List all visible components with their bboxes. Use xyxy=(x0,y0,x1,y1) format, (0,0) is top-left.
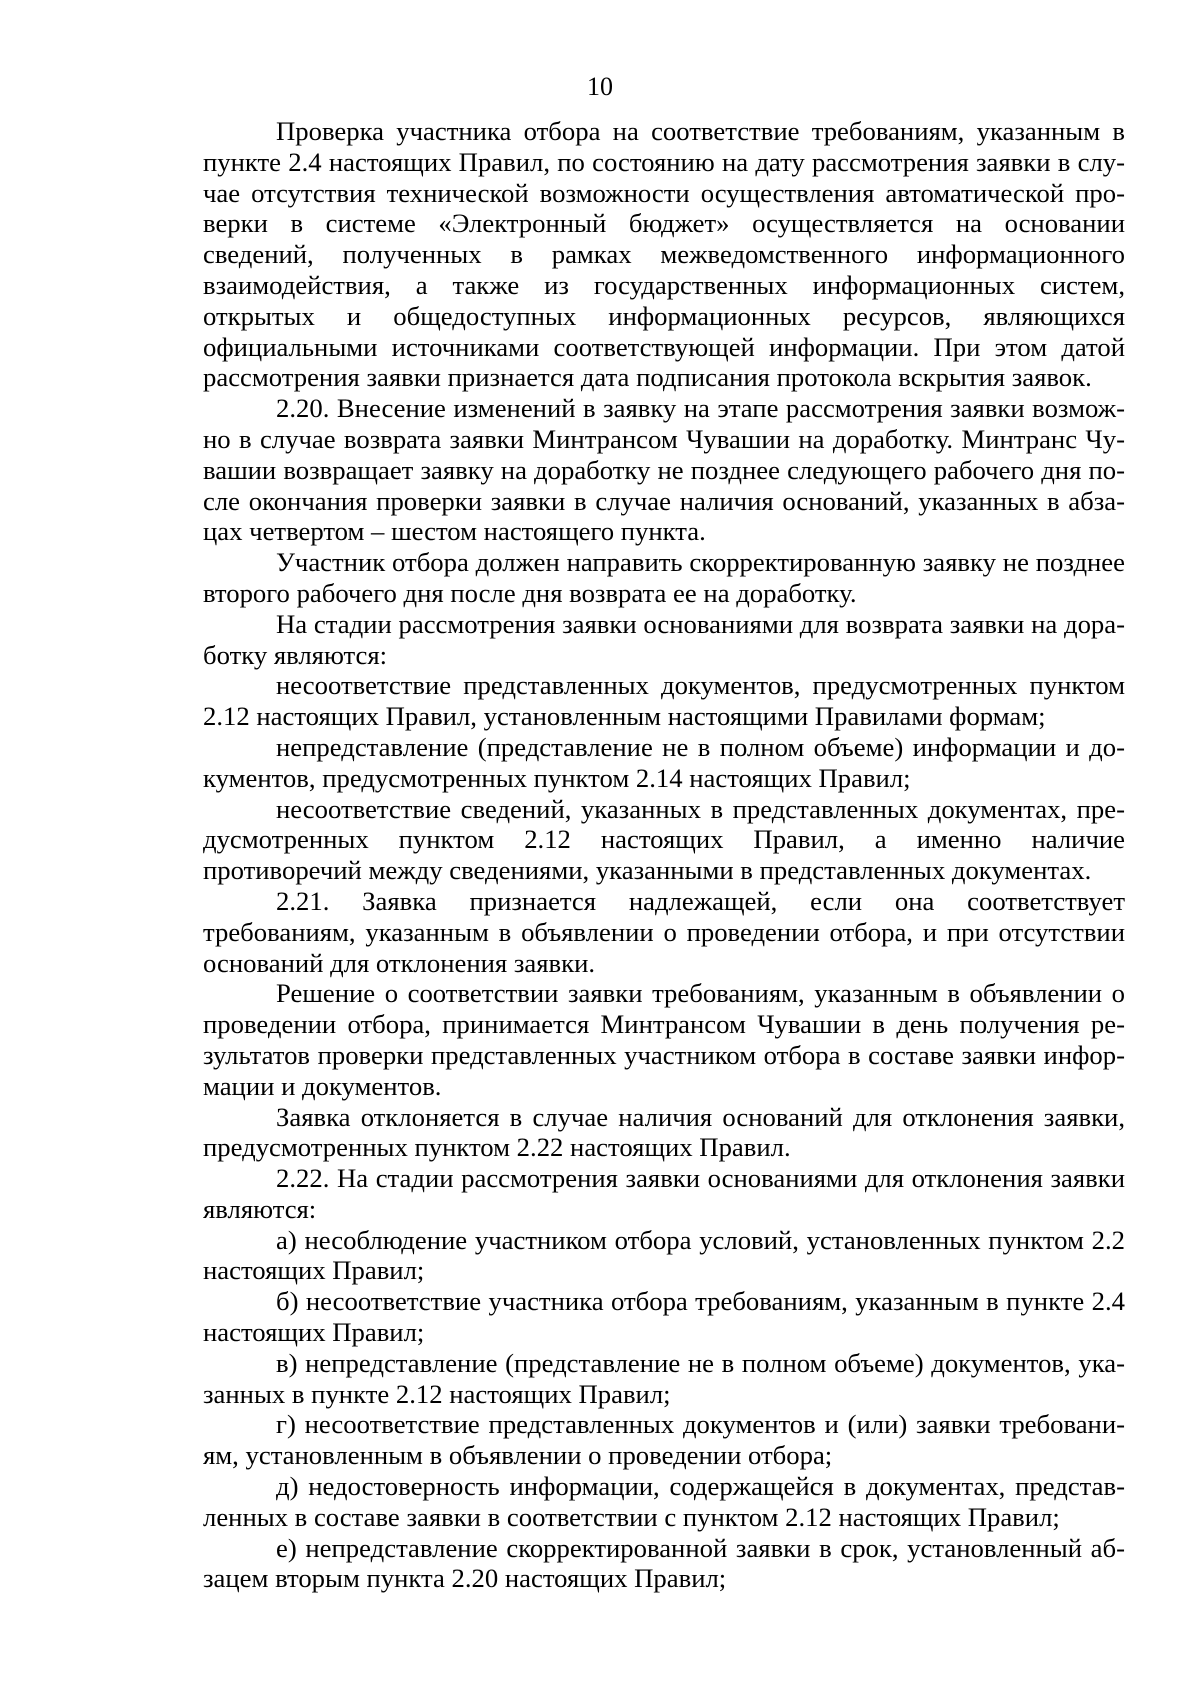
paragraph-rejection: Заявка отклоняется в случае наличия оснований для отклонения заявки, предусмотренных пунктом 2.22 настоящих Правил. xyxy=(203,1101,1125,1163)
list-item-b: б) несоответствие участника отбора требованиям, указанным в пункте 2.4 настоящих Правил; xyxy=(203,1286,1125,1348)
paragraph-2-21: 2.21. Заявка признается надлежащей, если она соответствует требованиям, указанным в объявлении о проведении отбора, и при отсутствии оснований для отклонения заявки. xyxy=(203,885,1125,978)
list-item-e: е) непредставление скорректированной заявки в срок, установленный абзацем вторым пункта 2.20 настоящих Правил; xyxy=(203,1532,1125,1594)
list-item-g: г) несоответствие представленных документов и (или) заявки требованиям, установленным в объявлении о проведении отбора; xyxy=(203,1409,1125,1471)
paragraph-return-grounds: На стадии рассмотрения заявки основаниями для возврата заявки на доработку являются: xyxy=(203,608,1125,670)
paragraph-return-ground-missing: непредставление (представление не в полном объеме) информации и документов, предусмотренных пунктом 2.14 настоящих Правил; xyxy=(203,731,1125,793)
list-item-d: д) недостоверность информации, содержащейся в документах, представленных в составе заявки в соответствии с пунктом 2.12 настоящих Правил; xyxy=(203,1471,1125,1532)
page-number: 10 xyxy=(587,72,613,101)
paragraph-verification: Проверка участника отбора на соответствие требованиям, указанным в пункте 2.4 настоящих Правил, по состоянию на дату рассмотрения заявки в случае отсутствия технической возможности осуществления автоматической проверки в системе «Электронный бюджет» осуществляется на основании сведений, полученных в рамках межведомственного информационного взаимодействия, а также из государственных информационных систем, открытых и общедоступных информационных ресурсов, являющихся официальными источниками соответствующей информации. При этом датой рассмотрения заявки признается дата подписания протокола вскрытия заявок. xyxy=(203,116,1125,393)
paragraph-2-22: 2.22. На стадии рассмотрения заявки основаниями для отклонения заявки являются: xyxy=(203,1163,1125,1224)
paragraph-2-20: 2.20. Внесение изменений в заявку на этапе рассмотрения заявки возможно в случае возврата заявки Минтрансом Чувашии на доработку. Минтранс Чувашии возвращает заявку на доработку не позднее следующего рабочего дня после окончания проверки заявки в случае наличия оснований, указанных в абзацах четвертом – шестом настоящего пункта. xyxy=(203,393,1125,547)
paragraph-return-ground-forms: несоответствие представленных документов, предусмотренных пунктом 2.12 настоящих Правил, установленным настоящими Правилами формам; xyxy=(203,670,1125,732)
paragraph-resubmission: Участник отбора должен направить скорректированную заявку не позднее второго рабочего дня после дня возврата ее на доработку. xyxy=(203,547,1125,608)
paragraph-return-ground-contradictions: несоответствие сведений, указанных в представленных документах, предусмотренных пунктом 2.12 настоящих Правил, а именно наличие противоречий между сведениями, указанными в представленных документах. xyxy=(203,793,1125,886)
document-body xyxy=(203,116,1125,1594)
list-item-a: а) несоблюдение участником отбора условий, установленных пунктом 2.2 настоящих Правил; xyxy=(203,1224,1125,1286)
list-item-v: в) непредставление (представление не в полном объеме) документов, указанных в пункте 2.12 настоящих Правил; xyxy=(203,1347,1125,1409)
paragraph-decision: Решение о соответствии заявки требованиям, указанным в объявлении о проведении отбора, принимается Минтрансом Чувашии в день получения результатов проверки представленных участником отбора в составе заявки информации и документов. xyxy=(203,978,1125,1101)
